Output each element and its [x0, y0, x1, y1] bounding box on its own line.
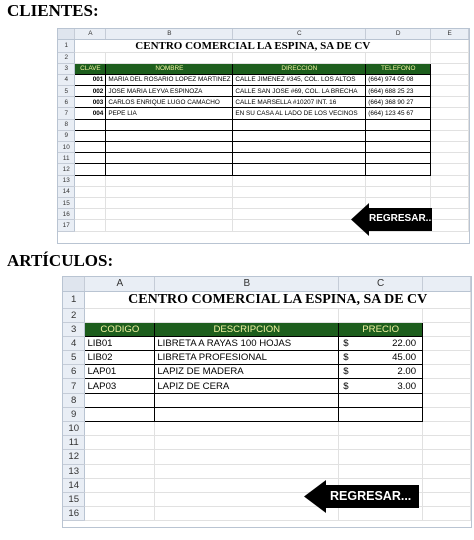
row-header[interactable]: 15 [58, 197, 75, 208]
row-header[interactable]: 2 [63, 308, 85, 322]
table-row [63, 351, 471, 365]
row-header[interactable]: 16 [58, 209, 75, 220]
row-header[interactable]: 15 [63, 492, 85, 506]
cell[interactable] [366, 186, 431, 197]
cell[interactable] [423, 407, 471, 421]
regresar-button-label: REGRESAR... [369, 213, 435, 224]
cell[interactable] [155, 407, 339, 421]
cell[interactable] [233, 197, 366, 208]
cell[interactable] [339, 464, 423, 478]
price-value: 2.00 [397, 366, 417, 378]
price-value: 45.00 [392, 352, 417, 364]
cell[interactable] [423, 365, 471, 379]
cell[interactable] [431, 119, 469, 130]
cell-precio[interactable] [339, 351, 423, 365]
cell-clave[interactable]: 004 [75, 108, 106, 119]
cell[interactable] [75, 142, 106, 153]
column-header-c[interactable]: C [233, 29, 366, 39]
cell-descripcion[interactable]: LIBRETA PROFESIONAL [155, 351, 339, 365]
cell[interactable] [339, 393, 423, 407]
cell-direccion[interactable]: CALLE JIMENEZ #345, COL. LOS ALTOS [233, 74, 366, 85]
price-value: 3.00 [397, 380, 417, 392]
cell[interactable] [339, 436, 423, 450]
cell[interactable] [75, 209, 106, 220]
cell[interactable] [85, 436, 155, 450]
cell-telefono[interactable]: (664) 688 25 23 [366, 86, 431, 97]
row-header[interactable]: 4 [58, 74, 75, 85]
row-header[interactable]: 12 [58, 164, 75, 175]
cell[interactable] [423, 436, 471, 450]
cell[interactable] [106, 119, 233, 130]
cell-clave[interactable]: 003 [75, 97, 106, 108]
cell[interactable] [423, 322, 471, 336]
column-header-b[interactable]: B [155, 277, 339, 291]
cell[interactable] [106, 186, 233, 197]
currency-symbol: $ [343, 366, 349, 378]
currency-symbol: $ [343, 380, 349, 392]
cell-telefono[interactable]: (664) 368 90 27 [366, 97, 431, 108]
cell[interactable] [431, 97, 469, 108]
row-header[interactable]: 12 [63, 450, 85, 464]
header-codigo[interactable]: CODIGO [85, 322, 155, 336]
cell[interactable] [75, 153, 106, 164]
cell[interactable] [233, 220, 366, 231]
cell[interactable] [106, 175, 233, 186]
cell[interactable] [106, 220, 233, 231]
regresar-button[interactable] [351, 203, 435, 236]
cell-nombre[interactable]: PEPE LIA [106, 108, 233, 119]
table-row [58, 97, 469, 108]
cell[interactable] [423, 351, 471, 365]
cell-codigo[interactable]: LIB02 [85, 351, 155, 365]
cell[interactable] [85, 464, 155, 478]
cell[interactable] [423, 336, 471, 350]
cell-precio[interactable] [339, 379, 423, 393]
cell[interactable] [85, 422, 155, 436]
cell[interactable] [106, 142, 233, 153]
cell[interactable] [75, 186, 106, 197]
column-header-a[interactable]: A [85, 277, 155, 291]
cell[interactable] [431, 164, 469, 175]
cell-nombre[interactable]: CARLOS ENRIQUE LUGO CAMACHO [106, 97, 233, 108]
cell-nombre[interactable]: MARIA DEL ROSARIO LOPEZ MARTINEZ [106, 74, 233, 85]
row-header[interactable]: 5 [58, 86, 75, 97]
table-row [58, 108, 469, 119]
column-header-d[interactable] [423, 277, 471, 291]
cell[interactable] [155, 450, 339, 464]
row-header[interactable]: 1 [63, 291, 85, 308]
articulos-spreadsheet[interactable] [62, 276, 472, 528]
cell-nombre[interactable]: JOSE MARIA LEYVA ESPINOZA [106, 86, 233, 97]
header-clave[interactable]: CLAVE [75, 63, 106, 74]
cell[interactable] [155, 464, 339, 478]
cell[interactable] [431, 153, 469, 164]
cell[interactable] [85, 478, 155, 492]
row-header[interactable]: 3 [63, 322, 85, 336]
cell[interactable] [339, 422, 423, 436]
header-telefono[interactable]: TELEFONO [366, 63, 431, 74]
cell[interactable] [75, 197, 106, 208]
cell[interactable] [423, 450, 471, 464]
cell[interactable] [233, 119, 366, 130]
row-header[interactable]: 8 [63, 393, 85, 407]
cell[interactable] [75, 130, 106, 141]
cell[interactable] [106, 52, 233, 63]
table-row [63, 336, 471, 350]
row-header[interactable]: 1 [58, 39, 75, 52]
row-header[interactable]: 11 [58, 153, 75, 164]
cell[interactable] [233, 175, 366, 186]
header-precio[interactable]: PRECIO [339, 322, 423, 336]
header-direccion[interactable]: DIRECCION [233, 63, 366, 74]
cell[interactable] [431, 220, 469, 231]
row-header[interactable]: 14 [58, 186, 75, 197]
cell[interactable] [155, 308, 339, 322]
row-header[interactable]: 4 [63, 336, 85, 350]
cell[interactable] [366, 164, 431, 175]
cell[interactable] [366, 153, 431, 164]
row-header[interactable]: 17 [58, 220, 75, 231]
cell[interactable] [366, 130, 431, 141]
regresar-button[interactable] [304, 480, 419, 513]
sheet-title[interactable]: CENTRO COMERCIAL LA ESPINA, SA DE CV [85, 291, 471, 308]
clientes-grid [58, 29, 469, 232]
cell-precio[interactable] [339, 336, 423, 350]
row-header[interactable]: 10 [63, 422, 85, 436]
cell[interactable] [233, 130, 366, 141]
price-value: 22.00 [392, 337, 417, 349]
cell-precio[interactable] [339, 365, 423, 379]
regresar-button-label: REGRESAR... [330, 489, 412, 503]
cell[interactable] [431, 74, 469, 85]
row-header[interactable]: 9 [58, 130, 75, 141]
cell[interactable] [431, 186, 469, 197]
cell[interactable] [85, 507, 155, 521]
cell[interactable] [75, 220, 106, 231]
cell-codigo[interactable]: LAP03 [85, 379, 155, 393]
header-nombre[interactable]: NOMBRE [106, 63, 233, 74]
cell[interactable] [366, 119, 431, 130]
cell[interactable] [155, 436, 339, 450]
cell-telefono[interactable]: (664) 974 05 08 [366, 74, 431, 85]
cell[interactable] [155, 422, 339, 436]
cell[interactable] [106, 164, 233, 175]
cell[interactable] [155, 393, 339, 407]
header-descripcion[interactable]: DESCRIPCION [155, 322, 339, 336]
articulos-section-title: ARTÍCULOS: [7, 251, 114, 270]
cell[interactable] [75, 164, 106, 175]
cell[interactable] [423, 308, 471, 322]
cell[interactable] [431, 130, 469, 141]
cell[interactable] [431, 108, 469, 119]
column-header-d[interactable]: D [366, 29, 431, 39]
row-header[interactable]: 8 [58, 119, 75, 130]
cell[interactable] [423, 507, 471, 521]
cell[interactable] [431, 39, 469, 52]
cell[interactable] [75, 52, 106, 63]
row-header[interactable]: 10 [58, 142, 75, 153]
table-row [58, 74, 469, 85]
row-header[interactable]: 13 [63, 464, 85, 478]
row-header[interactable]: 2 [58, 52, 75, 63]
cell[interactable] [366, 142, 431, 153]
cell[interactable] [339, 308, 423, 322]
cell[interactable] [106, 130, 233, 141]
cell[interactable] [339, 450, 423, 464]
cell[interactable] [85, 407, 155, 421]
row-header[interactable]: 11 [63, 436, 85, 450]
cell[interactable] [431, 197, 469, 208]
cell[interactable] [431, 175, 469, 186]
row-header[interactable]: 16 [63, 507, 85, 521]
cell[interactable] [233, 209, 366, 220]
column-header-c[interactable]: C [339, 277, 423, 291]
cell[interactable] [233, 52, 366, 63]
cell[interactable] [366, 52, 431, 63]
cell[interactable] [233, 164, 366, 175]
cell[interactable] [75, 119, 106, 130]
cell[interactable] [85, 308, 155, 322]
select-all-corner[interactable] [63, 277, 85, 291]
row-header[interactable]: 7 [58, 108, 75, 119]
select-all-corner[interactable] [58, 29, 75, 39]
cell[interactable] [339, 407, 423, 421]
cell[interactable] [431, 52, 469, 63]
cell[interactable] [85, 450, 155, 464]
cell-clave[interactable]: 002 [75, 86, 106, 97]
column-header-b[interactable]: B [106, 29, 233, 39]
row-header[interactable]: 6 [58, 97, 75, 108]
clientes-spreadsheet[interactable] [57, 28, 470, 244]
row-header[interactable]: 13 [58, 175, 75, 186]
cell[interactable] [423, 464, 471, 478]
cell-descripcion[interactable]: LAPIZ DE MADERA [155, 365, 339, 379]
sheet-title[interactable]: CENTRO COMERCIAL LA ESPINA, SA DE CV [75, 39, 431, 52]
cell[interactable] [85, 492, 155, 506]
table-row [58, 86, 469, 97]
cell[interactable] [423, 379, 471, 393]
table-row [63, 365, 471, 379]
row-header[interactable]: 14 [63, 478, 85, 492]
cell[interactable] [423, 422, 471, 436]
cell[interactable] [366, 175, 431, 186]
row-header[interactable]: 5 [63, 351, 85, 365]
currency-symbol: $ [343, 352, 349, 364]
table-row [63, 379, 471, 393]
cell[interactable] [423, 478, 471, 492]
cell-codigo[interactable]: LIB01 [85, 336, 155, 350]
cell[interactable] [431, 86, 469, 97]
clientes-section-title: CLIENTES: [7, 1, 99, 20]
cell[interactable] [431, 142, 469, 153]
cell[interactable] [423, 393, 471, 407]
row-header[interactable]: 6 [63, 365, 85, 379]
cell[interactable] [233, 186, 366, 197]
cell[interactable] [75, 175, 106, 186]
cell-codigo[interactable]: LAP01 [85, 365, 155, 379]
cell[interactable] [431, 209, 469, 220]
cell-direccion[interactable]: CALLE SAN JOSE #69, COL. LA BRECHA [233, 86, 366, 97]
cell-telefono[interactable]: (664) 123 45 67 [366, 108, 431, 119]
cell[interactable] [233, 142, 366, 153]
cell-direccion[interactable]: EN SU CASA AL LADO DE LOS VECINOS [233, 108, 366, 119]
cell-clave[interactable]: 001 [75, 74, 106, 85]
row-header[interactable]: 9 [63, 407, 85, 421]
cell[interactable] [106, 197, 233, 208]
column-header-e[interactable]: E [431, 29, 469, 39]
cell[interactable] [431, 63, 469, 74]
cell-descripcion[interactable]: LIBRETA A RAYAS 100 HOJAS [155, 336, 339, 350]
cell[interactable] [233, 153, 366, 164]
cell[interactable] [106, 209, 233, 220]
row-header[interactable]: 7 [63, 379, 85, 393]
row-header[interactable]: 3 [58, 63, 75, 74]
column-header-a[interactable]: A [75, 29, 106, 39]
cell-descripcion[interactable]: LAPIZ DE CERA [155, 379, 339, 393]
cell[interactable] [85, 393, 155, 407]
cell-direccion[interactable]: CALLE MARSELLA #10207 INT. 16 [233, 97, 366, 108]
currency-symbol: $ [343, 337, 349, 349]
cell[interactable] [423, 492, 471, 506]
cell[interactable] [106, 153, 233, 164]
